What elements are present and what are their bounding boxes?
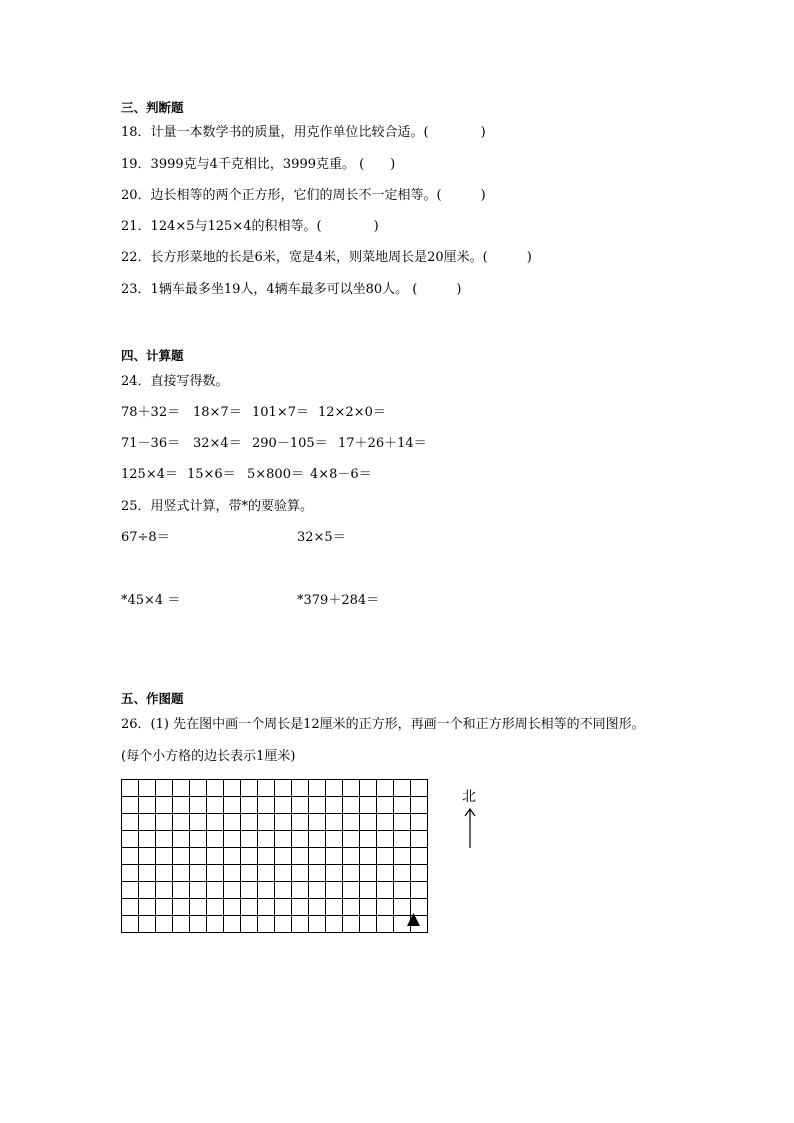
grid-cell[interactable] (292, 899, 309, 916)
grid-cell[interactable] (156, 865, 173, 882)
grid-cell[interactable] (377, 797, 394, 814)
grid-cell[interactable] (309, 916, 326, 933)
grid-cell[interactable] (122, 865, 139, 882)
grid-cell[interactable] (190, 831, 207, 848)
question-18: 18．计量一本数学书的质量，用克作单位比较合适。( ) (121, 125, 486, 140)
grid-cell[interactable] (394, 831, 411, 848)
north-arrow-icon (463, 808, 477, 848)
grid-cell[interactable] (292, 848, 309, 865)
grid-cell[interactable] (275, 882, 292, 899)
grid-row (122, 865, 428, 882)
grid-cell[interactable] (190, 780, 207, 797)
grid-cell[interactable] (275, 865, 292, 882)
grid-row (122, 814, 428, 831)
grid-cell[interactable] (173, 882, 190, 899)
grid-row (122, 831, 428, 848)
grid-row (122, 797, 428, 814)
grid-cell[interactable] (258, 882, 275, 899)
grid-cell[interactable] (343, 916, 360, 933)
vertical-calc-item: *379＋284＝ (297, 593, 380, 608)
grid-cell[interactable] (360, 882, 377, 899)
grid-cell[interactable] (343, 865, 360, 882)
grid-cell[interactable] (258, 848, 275, 865)
grid-cell[interactable] (139, 865, 156, 882)
grid-cell[interactable] (309, 814, 326, 831)
grid-cell[interactable] (309, 865, 326, 882)
grid-cell[interactable] (139, 916, 156, 933)
grid-cell[interactable] (207, 899, 224, 916)
question-24: 24．直接写得数。 (121, 374, 229, 389)
grid-cell[interactable] (275, 848, 292, 865)
grid-cell[interactable] (156, 814, 173, 831)
grid-cell[interactable] (343, 882, 360, 899)
grid-cell[interactable] (139, 780, 156, 797)
grid-row (122, 899, 428, 916)
grid-cell[interactable] (343, 797, 360, 814)
grid-cell[interactable] (241, 831, 258, 848)
grid-cell[interactable] (326, 848, 343, 865)
grid-cell[interactable] (241, 899, 258, 916)
grid-cell[interactable] (139, 831, 156, 848)
grid-cell[interactable] (224, 882, 241, 899)
north-label: 北 (462, 789, 476, 805)
grid-cell[interactable] (224, 797, 241, 814)
grid-cell[interactable] (173, 899, 190, 916)
grid-cell[interactable] (224, 831, 241, 848)
grid-cell[interactable] (326, 831, 343, 848)
grid-cell[interactable] (326, 916, 343, 933)
grid-cell[interactable] (360, 899, 377, 916)
question-23: 23．1辆车最多坐19人，4辆车最多可以坐80人。 ( ) (121, 282, 462, 297)
grid-cell[interactable] (207, 797, 224, 814)
grid-cell[interactable] (343, 848, 360, 865)
grid-cell[interactable] (411, 831, 428, 848)
calc-item: 15×6＝ (187, 467, 236, 482)
grid-cell[interactable] (190, 899, 207, 916)
grid-cell[interactable] (275, 780, 292, 797)
grid-cell[interactable] (224, 899, 241, 916)
grid-row (122, 916, 428, 933)
calc-item: 71－36＝ (121, 436, 181, 451)
grid-cell[interactable] (173, 814, 190, 831)
grid-cell[interactable] (292, 780, 309, 797)
grid-cell[interactable] (411, 797, 428, 814)
grid-cell[interactable] (241, 797, 258, 814)
grid-cell[interactable] (122, 814, 139, 831)
grid-cell[interactable] (394, 865, 411, 882)
grid-cell[interactable] (275, 916, 292, 933)
calc-item: 32×4＝ (193, 436, 242, 451)
grid-cell[interactable] (258, 814, 275, 831)
grid-cell[interactable] (122, 797, 139, 814)
grid-cell[interactable] (224, 916, 241, 933)
question-22: 22．长方形菜地的长是6米，宽是4米，则菜地周长是20厘米。( ) (121, 250, 532, 265)
grid-cell[interactable] (394, 882, 411, 899)
grid-cell[interactable] (258, 916, 275, 933)
grid-row (122, 848, 428, 865)
vertical-calc-item: *45×4 ＝ (121, 593, 181, 608)
grid-cell[interactable] (241, 780, 258, 797)
grid-cell[interactable] (377, 848, 394, 865)
grid-cell[interactable] (377, 865, 394, 882)
grid-cell[interactable] (360, 916, 377, 933)
grid-cell[interactable] (411, 814, 428, 831)
question-21: 21．124×5与125×4的积相等。( ) (121, 219, 379, 234)
grid-cell[interactable] (309, 882, 326, 899)
grid-cell[interactable] (326, 865, 343, 882)
grid-cell[interactable] (292, 797, 309, 814)
grid-cell[interactable] (122, 780, 139, 797)
grid-cell[interactable] (122, 899, 139, 916)
grid-cell[interactable] (207, 780, 224, 797)
grid-cell[interactable] (224, 865, 241, 882)
grid-cell[interactable] (343, 814, 360, 831)
grid-cell[interactable] (309, 831, 326, 848)
grid-cell[interactable] (207, 831, 224, 848)
grid-cell[interactable] (173, 848, 190, 865)
grid-cell[interactable] (207, 865, 224, 882)
grid-cell[interactable] (207, 882, 224, 899)
calc-item: 18×7＝ (193, 405, 242, 420)
grid-cell[interactable] (292, 831, 309, 848)
grid-cell[interactable] (394, 797, 411, 814)
grid-cell[interactable] (241, 848, 258, 865)
grid-cell[interactable] (343, 780, 360, 797)
grid-cell[interactable] (292, 882, 309, 899)
grid-note: (每个小方格的边长表示1厘米) (121, 749, 296, 764)
grid-cell[interactable] (156, 899, 173, 916)
grid-cell[interactable] (343, 899, 360, 916)
grid-cell[interactable] (258, 831, 275, 848)
grid-cell[interactable] (360, 865, 377, 882)
grid-cell[interactable] (139, 882, 156, 899)
grid-cell[interactable] (411, 780, 428, 797)
grid-cell[interactable] (156, 848, 173, 865)
grid-cell[interactable] (173, 865, 190, 882)
grid-cell[interactable] (360, 814, 377, 831)
grid-cell[interactable] (360, 780, 377, 797)
calc-item: 5×800＝ (247, 467, 304, 482)
grid-cell[interactable] (360, 848, 377, 865)
grid-cell[interactable] (224, 780, 241, 797)
grid-cell[interactable] (122, 848, 139, 865)
grid-cell[interactable] (122, 916, 139, 933)
grid-cell[interactable] (241, 865, 258, 882)
grid-cell[interactable] (258, 780, 275, 797)
grid-cell[interactable] (190, 814, 207, 831)
grid-cell[interactable] (173, 780, 190, 797)
grid-cell[interactable] (224, 814, 241, 831)
grid-cell[interactable] (190, 916, 207, 933)
section-title-calculation: 四、计算题 (121, 348, 184, 363)
section-title-drawing: 五、作图题 (121, 691, 184, 706)
grid-cell[interactable] (377, 780, 394, 797)
grid-cell[interactable] (173, 916, 190, 933)
grid-cell[interactable] (122, 882, 139, 899)
grid-cell[interactable] (156, 916, 173, 933)
grid-cell[interactable] (292, 814, 309, 831)
question-20: 20．边长相等的两个正方形，它们的周长不一定相等。( ) (121, 188, 486, 203)
grid-cell[interactable] (207, 848, 224, 865)
grid-cell[interactable] (292, 916, 309, 933)
grid-cell[interactable] (275, 899, 292, 916)
vertical-calc-item: 32×5＝ (297, 530, 346, 545)
grid-row (122, 780, 428, 797)
grid-cell[interactable] (122, 831, 139, 848)
drawing-grid[interactable] (121, 779, 428, 933)
grid-cell[interactable] (241, 916, 258, 933)
grid-cell[interactable] (207, 916, 224, 933)
grid-cell[interactable] (394, 814, 411, 831)
calc-item: 125×4＝ (121, 467, 178, 482)
grid-cell[interactable] (156, 882, 173, 899)
grid-cell[interactable] (156, 780, 173, 797)
grid-cell[interactable] (343, 831, 360, 848)
grid-cell[interactable] (377, 882, 394, 899)
grid-cell[interactable] (275, 831, 292, 848)
grid-cell[interactable] (190, 882, 207, 899)
section-title-judgement: 三、判断题 (121, 100, 184, 115)
grid-cell[interactable] (156, 831, 173, 848)
calc-item: 12×2×0＝ (318, 405, 386, 420)
grid-cell[interactable] (377, 916, 394, 933)
triangle-marker-icon (406, 912, 421, 927)
grid-cell[interactable] (326, 780, 343, 797)
calc-item: 4×8－6＝ (310, 467, 372, 482)
grid-cell[interactable] (258, 899, 275, 916)
grid-cell[interactable] (207, 814, 224, 831)
grid-row (122, 882, 428, 899)
calc-item: 290－105＝ (252, 436, 328, 451)
grid-cell[interactable] (309, 797, 326, 814)
grid-cell[interactable] (411, 848, 428, 865)
grid-cell[interactable] (139, 899, 156, 916)
grid-cell[interactable] (377, 899, 394, 916)
grid-cell[interactable] (394, 848, 411, 865)
calc-item: 17＋26＋14＝ (338, 436, 427, 451)
grid-cell[interactable] (309, 848, 326, 865)
calc-item: 101×7＝ (252, 405, 309, 420)
calc-item: 78＋32＝ (121, 405, 181, 420)
grid-cell[interactable] (156, 797, 173, 814)
grid-cell[interactable] (309, 780, 326, 797)
grid-cell[interactable] (326, 814, 343, 831)
grid-cell[interactable] (139, 814, 156, 831)
question-19: 19．3999克与4千克相比，3999克重。 ( ) (121, 157, 396, 172)
grid-cell[interactable] (224, 848, 241, 865)
grid-cell[interactable] (394, 780, 411, 797)
question-26: 26．(1) 先在图中画一个周长是12厘米的正方形，再画一个和正方形周长相等的不同图形。 (121, 717, 645, 732)
grid-cell[interactable] (173, 831, 190, 848)
grid-cell[interactable] (377, 831, 394, 848)
grid-cell[interactable] (241, 882, 258, 899)
question-25: 25．用竖式计算，带*的要验算。 (121, 499, 314, 514)
grid-cell[interactable] (275, 797, 292, 814)
grid-cell[interactable] (190, 865, 207, 882)
grid-cell[interactable] (360, 797, 377, 814)
grid-cell[interactable] (411, 865, 428, 882)
grid-cell[interactable] (190, 848, 207, 865)
grid-cell[interactable] (360, 831, 377, 848)
grid-cell[interactable] (139, 797, 156, 814)
grid-cell[interactable] (258, 865, 275, 882)
vertical-calc-item: 67÷8＝ (121, 530, 170, 545)
grid-cell[interactable] (292, 865, 309, 882)
grid-cell[interactable] (241, 814, 258, 831)
grid-cell[interactable] (309, 899, 326, 916)
grid-cell[interactable] (275, 814, 292, 831)
grid-cell[interactable] (326, 882, 343, 899)
grid-cell[interactable] (258, 797, 275, 814)
grid-cell[interactable] (139, 848, 156, 865)
grid-cell[interactable] (377, 814, 394, 831)
grid-cell[interactable] (326, 899, 343, 916)
grid-cell[interactable] (173, 797, 190, 814)
grid-cell[interactable] (326, 797, 343, 814)
grid-cell[interactable] (190, 797, 207, 814)
grid-cell[interactable] (411, 882, 428, 899)
